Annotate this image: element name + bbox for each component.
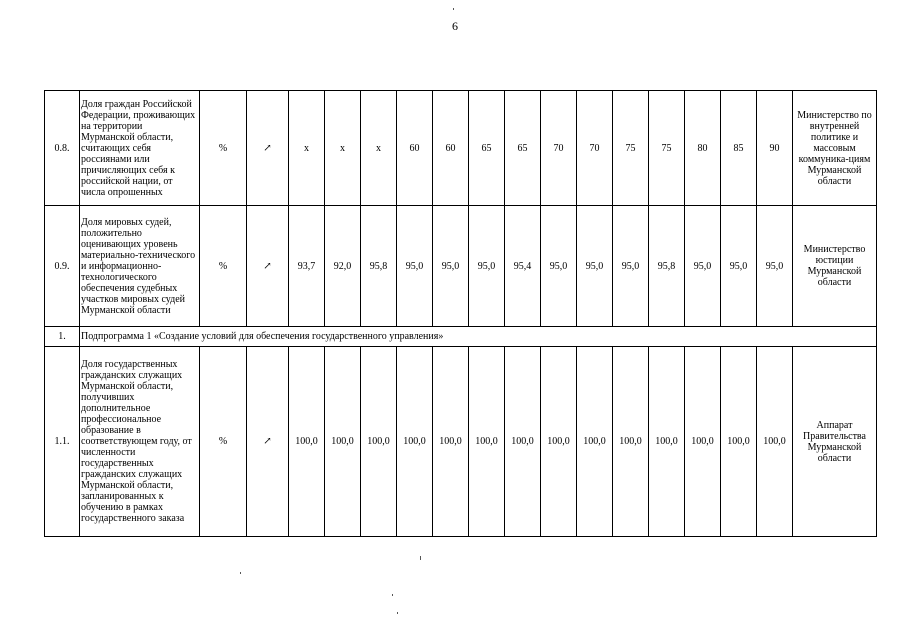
value-cell: 100,0 [361, 347, 397, 537]
table-row [45, 206, 877, 327]
value-cell: 100,0 [685, 347, 721, 537]
responsible-cell: Аппарат Правительства Мурманской области [793, 347, 877, 537]
value-cell: 100,0 [649, 347, 685, 537]
value-cell: 85 [721, 91, 757, 206]
value-cell: 75 [613, 91, 649, 206]
table-row [45, 347, 877, 537]
row-number: 1.1. [45, 347, 80, 537]
table-row [45, 91, 877, 206]
value-cell: 100,0 [325, 347, 361, 537]
indicator-name: Доля мировых судей, положительно оценивающих уровень материально-технического и информационно-технологического обеспечения судебных участков мировых судей Мурманской области [80, 206, 200, 327]
value-cell: 95,0 [685, 206, 721, 327]
unit-cell: % [200, 206, 247, 327]
value-cell: 60 [397, 91, 433, 206]
responsible-cell: Министерство по внутренней политике и массовым коммуника-циям Мурманской области [793, 91, 877, 206]
value-cell: 95,0 [757, 206, 793, 327]
value-cell: 65 [469, 91, 505, 206]
direction-cell [247, 206, 289, 327]
unit-cell: % [200, 347, 247, 537]
value-cell: 95,0 [541, 206, 577, 327]
value-cell: 100,0 [469, 347, 505, 537]
value-cell: 100,0 [757, 347, 793, 537]
value-cell: 60 [433, 91, 469, 206]
value-cell: 70 [541, 91, 577, 206]
row-number: 1. [45, 327, 80, 347]
value-cell: 100,0 [541, 347, 577, 537]
subprogram-title: Подпрограмма 1 «Создание условий для обеспечения государственного управления» [80, 327, 877, 347]
trend-up-icon: ↗ [263, 142, 272, 154]
subprogram-row [45, 327, 877, 347]
value-cell: 95,8 [649, 206, 685, 327]
value-cell: 100,0 [433, 347, 469, 537]
value-cell: 95,0 [577, 206, 613, 327]
value-cell: x [289, 91, 325, 206]
value-cell: 75 [649, 91, 685, 206]
trend-up-icon: ↗ [263, 260, 272, 272]
value-cell: 100,0 [289, 347, 325, 537]
value-cell: 65 [505, 91, 541, 206]
value-cell: 95,4 [505, 206, 541, 327]
trend-up-icon: ↗ [263, 436, 272, 447]
value-cell: 92,0 [325, 206, 361, 327]
value-cell: 95,0 [613, 206, 649, 327]
scan-speck [453, 8, 454, 10]
unit-cell: % [200, 91, 247, 206]
value-cell: 93,7 [289, 206, 325, 327]
value-cell: 90 [757, 91, 793, 206]
value-cell: 70 [577, 91, 613, 206]
value-cell: 100,0 [721, 347, 757, 537]
indicator-name: Доля граждан Российской Федерации, проживающих на территории Мурманской области, считающих себя россиянами или причисляющих себя к российской нации, от числа опрошенных [80, 91, 200, 206]
row-number: 0.8. [45, 91, 80, 206]
value-cell: 95,8 [361, 206, 397, 327]
scan-speck [420, 556, 421, 560]
scan-speck [392, 594, 393, 596]
indicators-table [44, 90, 877, 537]
value-cell: 95,0 [469, 206, 505, 327]
value-cell: 100,0 [577, 347, 613, 537]
indicator-name: Доля государственных гражданских служащих Мурманской области, получивших дополнительное профессиональное образование в соответствующем году, от численности государственных гражданских служащих Мурманской области, запланированных к обучению в рамках государственного заказа [80, 347, 200, 537]
scan-speck [397, 612, 398, 614]
scan-speck [240, 572, 241, 574]
value-cell: x [361, 91, 397, 206]
value-cell: 95,0 [397, 206, 433, 327]
responsible-cell: Министерство юстиции Мурманской области [793, 206, 877, 327]
value-cell: 100,0 [397, 347, 433, 537]
value-cell: 100,0 [613, 347, 649, 537]
value-cell: 95,0 [433, 206, 469, 327]
direction-cell [247, 347, 289, 537]
value-cell: 95,0 [721, 206, 757, 327]
value-cell: 100,0 [505, 347, 541, 537]
value-cell: x [325, 91, 361, 206]
page-number: 6 [452, 19, 458, 33]
value-cell: 80 [685, 91, 721, 206]
direction-cell [247, 91, 289, 206]
row-number: 0.9. [45, 206, 80, 327]
